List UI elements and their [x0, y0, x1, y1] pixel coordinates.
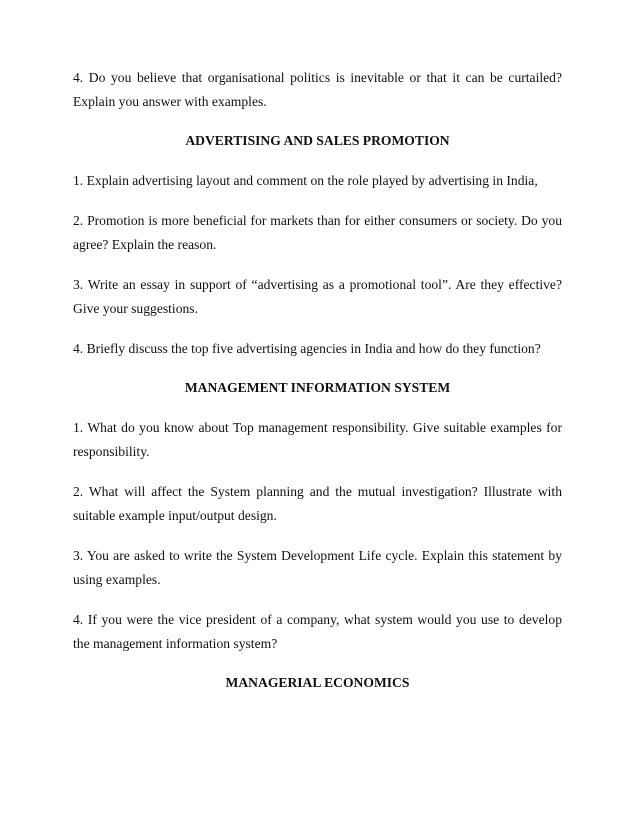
section-heading-managerial-economics: MANAGERIAL ECONOMICS [225, 675, 410, 690]
question-advertising-1: 1. Explain advertising layout and comment on the role played by advertising in India, [73, 173, 538, 188]
question-mis-3: 3. You are asked to write the System Development Life cycle. Explain this statement by using examples. [73, 548, 562, 587]
question-advertising-3: 3. Write an essay in support of “advertising as a promotional tool”. Are they effective? Give your suggestions. [73, 277, 562, 316]
section-heading-mis: MANAGEMENT INFORMATION SYSTEM [184, 380, 451, 395]
question-politics: 4. Do you believe that organisational politics is inevitable or that it can be curtailed? Explain you answer with examples. [73, 70, 562, 109]
question-mis-4: 4. If you were the vice president of a company, what system would you use to develop the management information system? [73, 612, 562, 651]
question-mis-2: 2. What will affect the System planning and the mutual investigation? Illustrate with suitable example input/output design. [73, 484, 562, 523]
question-advertising-4: 4. Briefly discuss the top five advertising agencies in India and how do they function? [73, 341, 541, 356]
question-advertising-2: 2. Promotion is more beneficial for markets than for either consumers or society. Do you agree? Explain the reason. [73, 213, 562, 252]
section-heading-advertising: ADVERTISING AND SALES PROMOTION [185, 133, 450, 148]
document-page [73, 66, 562, 711]
question-mis-1: 1. What do you know about Top management responsibility. Give suitable examples for responsibility. [73, 420, 562, 459]
